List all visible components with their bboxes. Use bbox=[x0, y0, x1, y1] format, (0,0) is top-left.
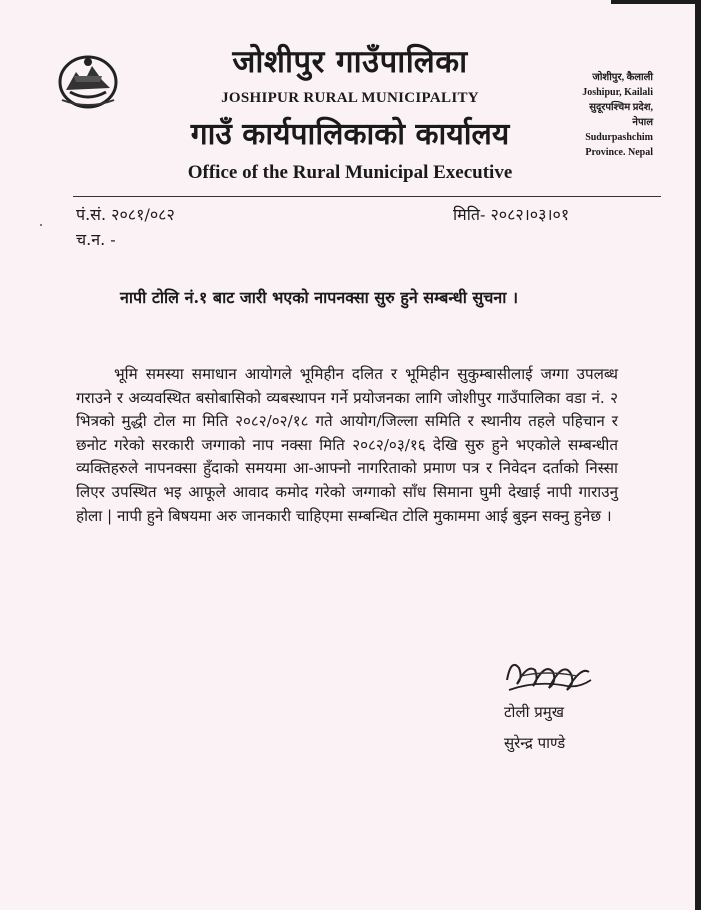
address-line: जोशीपुर, कैलाली bbox=[592, 72, 653, 83]
dispatch-number: च.न. - bbox=[76, 230, 116, 249]
municipality-name-english: JOSHIPUR RURAL MUNICIPALITY bbox=[221, 90, 479, 106]
scan-edge bbox=[695, 0, 701, 910]
notice-subject: नापी टोलि नं.१ बाट जारी भएको नापनक्सा सुरु हुने सम्बन्धी सुचना । bbox=[120, 288, 519, 307]
office-name-english: Office of the Rural Municipal Executive bbox=[187, 162, 513, 183]
address-line: नेपाल bbox=[632, 117, 653, 128]
handwritten-signature bbox=[497, 650, 597, 698]
address-line: Sudurpashchim bbox=[585, 132, 653, 143]
scan-edge-top bbox=[611, 0, 701, 4]
issue-date: मिति- २०८२।०३।०१ bbox=[453, 205, 570, 224]
reference-number: पं.सं. २०८१/०८२ bbox=[76, 205, 175, 224]
municipality-name-nepali: जोशीपुर गाउँपालिका bbox=[232, 44, 468, 80]
nepal-emblem-icon bbox=[56, 52, 120, 110]
address-block bbox=[553, 70, 653, 160]
address-line: Province. Nepal bbox=[585, 147, 653, 158]
address-line: सुदूरपश्चिम प्रदेश, bbox=[589, 102, 653, 113]
address-line: Joshipur, Kailali bbox=[582, 87, 653, 98]
header-divider bbox=[73, 196, 661, 197]
scan-speck bbox=[40, 224, 42, 226]
signatory-name: सुरेन्द्र पाण्डे bbox=[504, 734, 566, 752]
signatory-title: टोली प्रमुख bbox=[504, 703, 565, 721]
office-name-nepali: गाउँ कार्यपालिकाको कार्यालय bbox=[190, 117, 510, 152]
notice-body: भूमि समस्या समाधान आयोगले भूमिहीन दलित र भूमिहीन सुकुम्बासीलाई जग्गा उपलब्ध गराउने र अव्यवस्थित बसोबासिको व्यबस्थापन गर्ने प्रयोजनका लागि जोशीपुर गाउँपालिका वडा नं. २ भित्रको मुद्धी टोल मा मिति २०८२/०२/१८ गते आयोग/जिल्ला समिति र स्थानीय तहले पहिचान र छनोट गरेको सरकारी जग्गाको नाप नक्सा मिति २०८२/०३/१६ देखि सुरु हुने भएकोले सम्बन्धीत व्यक्तिहरुले नापनक्सा हुँदाको समयमा आ-आफ्नो नागरिताको प्रमाण पत्र र निवेदन दर्ताको निस्सा लिएर उपस्थित भइ आफूले आवाद कमोद गरेको जग्गाको साँध सिमाना घुमी देखाई नापी गाराउनु होला | नापी हुने बिषयमा अरु जानकारी चाहिएमा सम्बन्धित टोलि मुकाममा आई बुझ्न सक्नु हुनेछ । bbox=[76, 365, 618, 525]
